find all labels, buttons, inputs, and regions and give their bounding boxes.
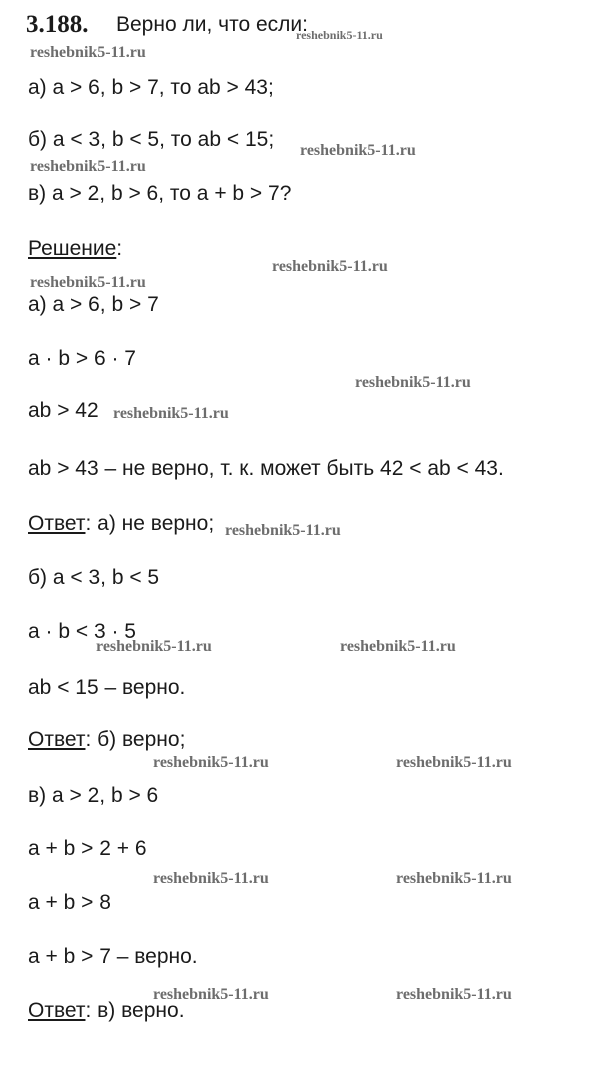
- solution-step: a + b > 7 – верно.: [28, 945, 198, 968]
- solution-step: a · b > 6 · 7: [28, 347, 136, 370]
- watermark: reshebnik5-11.ru: [153, 754, 269, 771]
- solution-step: б) a < 3, b < 5: [28, 566, 160, 589]
- answer-text: : в) верно.: [85, 999, 185, 1022]
- watermark: reshebnik5-11.ru: [340, 638, 456, 655]
- answer-text: : а) не верно;: [85, 512, 215, 535]
- solution-step: а) a > 6, b > 7: [28, 293, 159, 316]
- answer-label: Ответ: [28, 512, 86, 535]
- solution-step: ab > 42: [28, 399, 99, 422]
- watermark: reshebnik5-11.ru: [153, 870, 269, 887]
- watermark: reshebnik5-11.ru: [113, 405, 229, 422]
- solution-step: ab > 43 – не верно, т. к. может быть 42 < ab < 43.: [28, 457, 504, 480]
- watermark: reshebnik5-11.ru: [296, 28, 383, 42]
- watermark: reshebnik5-11.ru: [30, 44, 146, 61]
- watermark: reshebnik5-11.ru: [396, 870, 512, 887]
- solution-heading-colon: :: [116, 237, 123, 260]
- watermark: reshebnik5-11.ru: [30, 274, 146, 291]
- answer-a: [28, 511, 214, 537]
- solution-step: a + b > 2 + 6: [28, 837, 147, 860]
- watermark: reshebnik5-11.ru: [355, 374, 471, 391]
- answer-label: Ответ: [28, 999, 86, 1022]
- solution-heading: [28, 236, 122, 262]
- solution-step: ab < 15 – верно.: [28, 676, 186, 699]
- problem-number: 3.188.: [26, 11, 89, 38]
- answer-b: [28, 727, 185, 753]
- watermark: reshebnik5-11.ru: [396, 754, 512, 771]
- problem-question: Верно ли, что если:: [116, 13, 308, 36]
- watermark: reshebnik5-11.ru: [272, 258, 388, 275]
- watermark: reshebnik5-11.ru: [300, 142, 416, 159]
- problem-item-c: в) a > 2, b > 6, то a + b > 7?: [28, 182, 292, 205]
- watermark: reshebnik5-11.ru: [30, 158, 146, 175]
- answer-text: : б) верно;: [85, 728, 186, 751]
- problem-item-b: б) a < 3, b < 5, то ab < 15;: [28, 128, 275, 151]
- watermark: reshebnik5-11.ru: [225, 522, 341, 539]
- watermark: reshebnik5-11.ru: [96, 638, 212, 655]
- solution-step: в) a > 2, b > 6: [28, 784, 159, 807]
- solution-heading-label: Решение: [28, 237, 117, 260]
- solution-step: a + b > 8: [28, 891, 111, 914]
- problem-item-a: а) a > 6, b > 7, то ab > 43;: [28, 76, 274, 99]
- watermark: reshebnik5-11.ru: [153, 986, 269, 1003]
- watermark: reshebnik5-11.ru: [396, 986, 512, 1003]
- answer-label: Ответ: [28, 728, 86, 751]
- solution-step: a · b < 3 · 5: [28, 620, 136, 643]
